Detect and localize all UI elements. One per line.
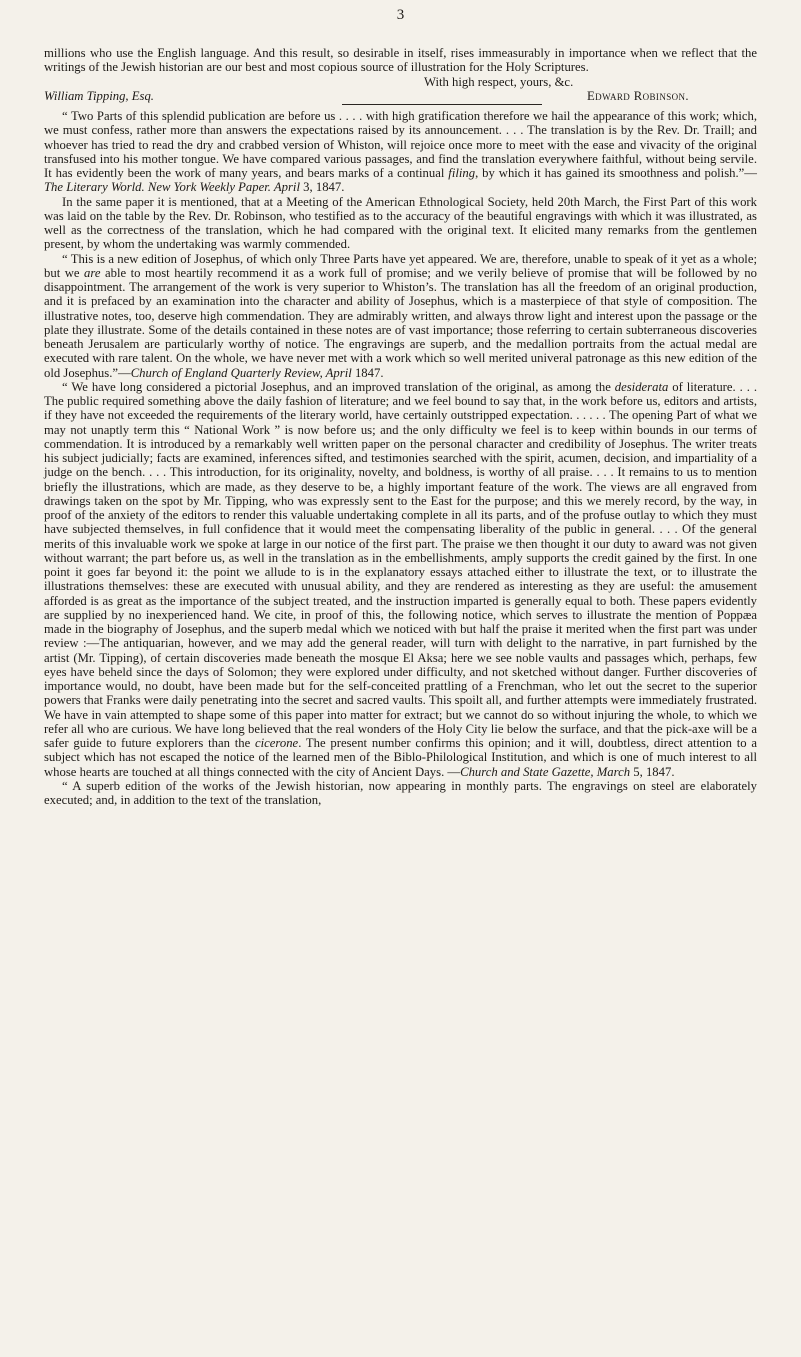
italic-text: are xyxy=(84,265,101,280)
text-run: . The present number confirms this opinion; and it will, doubtless, direct attention to a subject which has not escaped the notice of the learned men of the Biblo-Philological Institution, and which is one of much interest to all whose hearts are touched at all things connected with the city of Ancient Days. — xyxy=(44,736,757,779)
text-run: millions who use the English language. And this result, so desirable in itself, rises immeasurably in importance when we reflect that the writings of the Jewish historian are our best and most copious source of illustration for the Holy Scriptures. xyxy=(44,46,757,75)
review-paragraph xyxy=(44,109,757,195)
text-run: “ Two Parts of this splendid publication are before us . . . . with high gratification therefore we hail the appearance of this work; which, we must confess, rather more than answers the expectations raised by its announcement. . . . The translation is by the Rev. Dr. Traill; and whoever has tried to read the dry and crabbed version of Whiston, will rejoice once more to meet with the ease and vivacity of the original transfused into his mother tongue. We have compared various passages, and find the translation everywhere faithful, without being servile. It has evidently been the work of many years, and bears marks of a continual xyxy=(44,109,757,180)
text-run: , by which it has gained its smoothness and polish.”— xyxy=(475,166,757,180)
divider-rule xyxy=(342,104,542,105)
page-number: 3 xyxy=(396,7,405,23)
letter-addressee-line xyxy=(44,89,757,103)
letter-signature: Edward Robinson. xyxy=(587,88,689,103)
text-run: 3, 1847. xyxy=(299,180,345,195)
italic-text: Church and State Gazette, March xyxy=(460,764,631,779)
text-run: 5, 1847. xyxy=(630,764,675,779)
italic-text: The Literary World. New York Weekly Paper. April xyxy=(44,180,300,195)
text-run: able to most heartily recommend it as a work full of promise; and we verily believe of promise that will be followed by no disappointment. The arrangement of the work is very superior to Whiston’s. The translation has all the freedom of an original production, and it is prefaced by an examination into the character and ability of Josephus, which is a masterpiece of that style of composition. The illustrative notes, too, deserve high commendation. They are admirably written, and always throw light and interest upon the passage or the plate they illustrate. Some of the details contained in these notes are of vast importance; those referring to certain subterraneous discoveries beneath Jerusalem are particularly worthy of notice. The engravings are superb, and the medallion portraits from the actual medal are executed with rare talent. On the whole, we have never met with a work which so well merited univeral patronage as this new edition of the old Josephus.”— xyxy=(44,265,757,380)
italic-text: Church of England Quarterly Review, April xyxy=(130,365,352,380)
italic-text: filing xyxy=(448,166,476,180)
letter-signoff: With high respect, yours, &c. xyxy=(424,74,574,89)
italic-text: cicerone xyxy=(254,736,299,750)
continued-paragraph xyxy=(44,46,757,75)
text-run: “ This is a new edition of Josephus, of which only Three Parts have yet appeared. We are, therefore, unable to speak of it yet as a whole; but we xyxy=(44,251,757,280)
text-run: “ We have long considered a pictorial Josephus, and an improved translation of the original, as among the xyxy=(62,379,615,394)
letter-addressee: William Tipping, Esq. xyxy=(44,88,154,103)
review-paragraph xyxy=(44,779,757,808)
review-paragraph xyxy=(44,195,757,252)
review-paragraph xyxy=(44,380,757,779)
text-run: “ A superb edition of the works of the Jewish historian, now appearing in monthly parts. The engravings on steel are elaborately executed; and, in addition to the text of the translation, xyxy=(44,778,757,807)
text-run: 1847. xyxy=(351,365,384,380)
text-run: of literature. . . . The public required something above the daily fashion of literature; and we feel bound to say that, in the work before us, editors and artists, if they have not exceeded the requirements of the literary world, have certainly outstripped expectation. . . . . . The opening Part of what we may not unaptly term this “ National Work ” is now before us; and the only difficulty we feel is to keep within bounds in our terms of commendation. It is introduced by a remarkably well written paper on the personal character and credibility of Josephus. The writer treats his subject judicially; facts are examined, inferences sifted, and testimonies searched with the spirit, acumen, decision, and impartiality of a judge on the bench. . . . This introduction, for its originality, novelty, and boldness, is worthy of all praise. . . . It remains to us to mention briefly the illustrations, which are made, as they deserve to be, a highly important feature of the work. The views are all engraved from drawings taken on the spot by Mr. Tipping, who was expressly sent to the East for the purpose; and this we merely record, by the way, in proof of the anxiety of the editors to render this valuable undertaking complete in all its parts, and of the profuse outlay to which they must have subjected themselves, in full confidence that it would meet the compensating liberality of the public in general. . . . Of the general merits of this invaluable work we spoke at large in our notice of the first part. The praise we then thought it our duty to award was not given without warrant; the part before us, as well in the translation as in the embellishments, amply supports the credit gained by the first. In one point it goes far beyond it: the point we allude to is in the explanatory essays attached either to illustrate the text, or to illustrate the illustrations themselves: these are executed with unusual ability, and they are rendered as interesting as they are useful: the amusement afforded is as great as the importance of the subject treated, and the instruction imparted is generally equal to both. These papers evidently are supplied by no inexperienced hand. We cite, in proof of this, the following notice, which serves to illustrate the mention of Poppæa made in the biography of Josephus, and the superb medal which we noticed with but half the praise it merited when the first part was under review :—The antiquarian, however, and we may add the general reader, will turn with delight to the narrative, in part furnished by the artist (Mr. Tipping), of certain discoveries made beneath the mosque El Aksa; here we see noble vaults and passages which, perhaps, few eyes have beheld since the days of Solomon; they were explored under difficulty, and not sketched without danger. Further discoveries of importance would, no doubt, have been made but for the self-conceited prattling of a Frenchman, who let out the secret to the superior powers that Franks were daily penetrating into the secret and sacred vaults. This spoilt all, and further attempts were immediately frustrated. We have in vain attempted to shape some of this paper into matter for extract; but we cannot do so without injuring the whole, to which we refer all who are curious. We have long believed that the real wonders of the Holy City lie below the surface, and that the pick-axe will be a safer guide to future explorers than the xyxy=(44,379,757,750)
text-run: In the same paper it is mentioned, that at a Meeting of the American Ethnological Society, held 20th March, the First Part of this work was laid on the table by the Rev. Dr. Robinson, who testified as to the accuracy of the beautiful engravings with which it was illustrated, as well as the correctness of the translation, which he had compared with the original text. It elicited many remarks from the gentlemen present, by whom the undertaking was warmly commended. xyxy=(44,194,757,252)
review-paragraph xyxy=(44,252,757,380)
italic-text: desiderata xyxy=(614,379,669,394)
document-body xyxy=(44,46,757,807)
